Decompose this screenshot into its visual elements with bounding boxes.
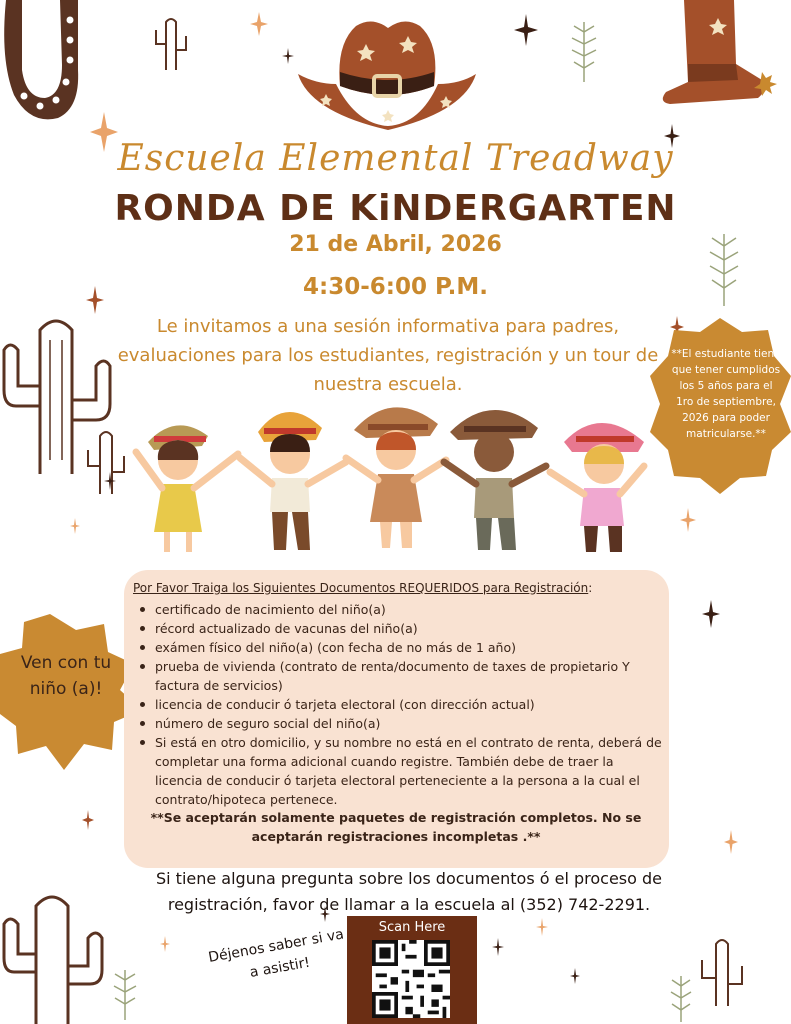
documents-note: **Se aceptarán solamente paquetes de registración completos. No se aceptarán registraciones incompletas .** [150,810,642,844]
sparkle-icon [104,472,116,490]
invitation-text: Le invitamos a una sesión informativa para padres, evaluaciones para los estudiantes, registración y un tour de nuestra escuela. [117,316,659,395]
sparkle-icon [702,600,720,628]
sparkle-icon [82,810,94,830]
qr-label: Scan Here [378,920,446,935]
list-item: licencia de conducir ó tarjeta electoral (con dirección actual) [138,695,663,714]
documents-heading-suffix: : [588,581,593,595]
sparkle-icon [282,48,294,64]
event-date: 21 de Abril, 2026 [289,232,502,257]
sparkle-icon [160,936,170,952]
leaf-icon [566,18,602,84]
qr-code-icon[interactable] [372,940,450,1018]
cactus-icon [694,934,750,1008]
cactus-icon [150,14,192,72]
sparkle-icon [724,830,738,854]
leaf-icon [666,972,696,1024]
rsvp-text: Déjenos saber si va a asistir! [207,926,346,981]
sparkle-icon [570,968,580,984]
school-name: Escuela Elemental Treadway [117,138,674,179]
event-title: RONDA DE KiNDERGARTEN [114,188,677,229]
sparkle-icon [492,938,504,956]
horseshoe-icon [0,0,82,130]
list-item: certificado de nacimiento del niño(a) [138,600,663,619]
sparkle-icon [70,518,80,534]
documents-heading [133,581,668,595]
list-item: número de seguro social del niño(a) [138,714,663,733]
contact-text: Si tiene alguna pregunta sobre los documentos ó el proceso de registración, favor de llamar a la escuela al (352) 742-2291. [155,869,663,914]
event-time: 4:30-6:00 P.M. [303,274,488,300]
list-item: Si está en otro domicilio, y su nombre no está en el contrato de renta, deberá de completar una forma adicional cuando registre. También debe de traer la licencia de conducir ó tarjeta electoral perteneciente a la persona a la cual el contrato/hipoteca pertenece. [138,733,663,809]
documents-list [138,600,663,809]
cowboy-hat-icon [296,14,478,132]
list-item: récord actualizado de vacunas del niño(a) [138,619,663,638]
list-item: exámen físico del niño(a) (con fecha de no más de 1 año) [138,638,663,657]
leaf-icon [108,966,142,1022]
age-note-text: **El estudiante tiene que tener cumplidos los 5 años para el 1ro de septiembre, 2026 para poder matricularse.** [671,348,781,440]
kids-illustration [128,392,654,562]
documents-heading-text: Por Favor Traiga los Siguientes Documentos REQUERIDOS para Registración [133,581,589,595]
cactus-icon [0,884,108,1024]
bring-child-text: Ven con tu niño (a)! [20,653,112,699]
sparkle-icon [536,918,548,936]
sparkle-icon [514,14,538,46]
cowboy-boot-icon [658,0,780,114]
list-item: prueba de vivienda (contrato de renta/documento de taxes de propietario Y factura de servicios) [138,657,663,695]
sparkle-icon [680,508,696,532]
sparkle-icon [250,12,268,36]
